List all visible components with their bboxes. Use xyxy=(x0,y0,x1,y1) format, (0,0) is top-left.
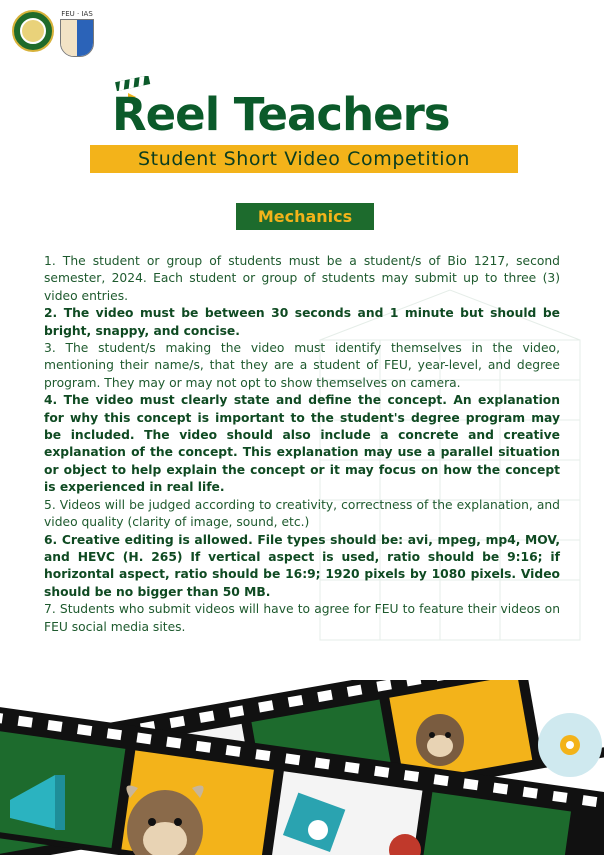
mechanics-item: 5. Videos will be judged according to creativity, correctness of the explanation, and video quality (clarity of image, sound, etc.) xyxy=(44,497,560,530)
page-title: Reel Teachers xyxy=(112,88,450,141)
feu-ias-caption: FEU · IAS xyxy=(61,10,93,18)
university-seal-icon xyxy=(12,10,54,52)
header-logos xyxy=(12,10,94,56)
section-heading: Mechanics xyxy=(257,207,353,226)
mechanics-item: 4. The video must clearly state and define the concept. An explanation for why this concept is important to the student's degree program may be included. The video should also include a concrete and creative explanation of the concept. This explanation may use a parallel situation or object to help explain the concept or it may focus on how the concept is experienced in real life. xyxy=(44,393,560,495)
mechanics-item: 2. The video must be between 30 seconds and 1 minute but should be bright, snappy, and concise. xyxy=(44,306,560,338)
mechanics-item: 7. Students who submit videos will have to agree for FEU to feature their videos on FEU social media sites. xyxy=(44,602,560,634)
mechanics-item: 6. Creative editing is allowed. File types should be: avi, mpeg, mp4, MOV, and HEVC (H. 265) If vertical aspect is used, ratio should be 9:16; if horizontal aspect, ratio should be 16:9; 1920 pixels by 1080 pixels. Video should be no bigger than 50 MB. xyxy=(44,532,560,599)
film-strip-decoration xyxy=(0,680,604,855)
subtitle-banner xyxy=(90,145,518,173)
dvd-disc-icon xyxy=(538,713,602,777)
mechanics-item: 1. The student or group of students must be a student/s of Bio 1217, second semester, 2024. Each student or group of students may submit up to three (3) video entries. xyxy=(44,254,560,303)
page-subtitle: Student Short Video Competition xyxy=(137,148,470,170)
mechanics-item: 3. The student/s making the video must identify themselves in the video, mentioning their name/s, that they are a student of FEU, year-level, and degree program. They may or may not opt to show themselves on camera. xyxy=(44,341,560,390)
feu-ias-shield-icon xyxy=(60,10,94,56)
mechanics-list xyxy=(44,253,560,636)
section-heading-banner xyxy=(236,203,374,230)
